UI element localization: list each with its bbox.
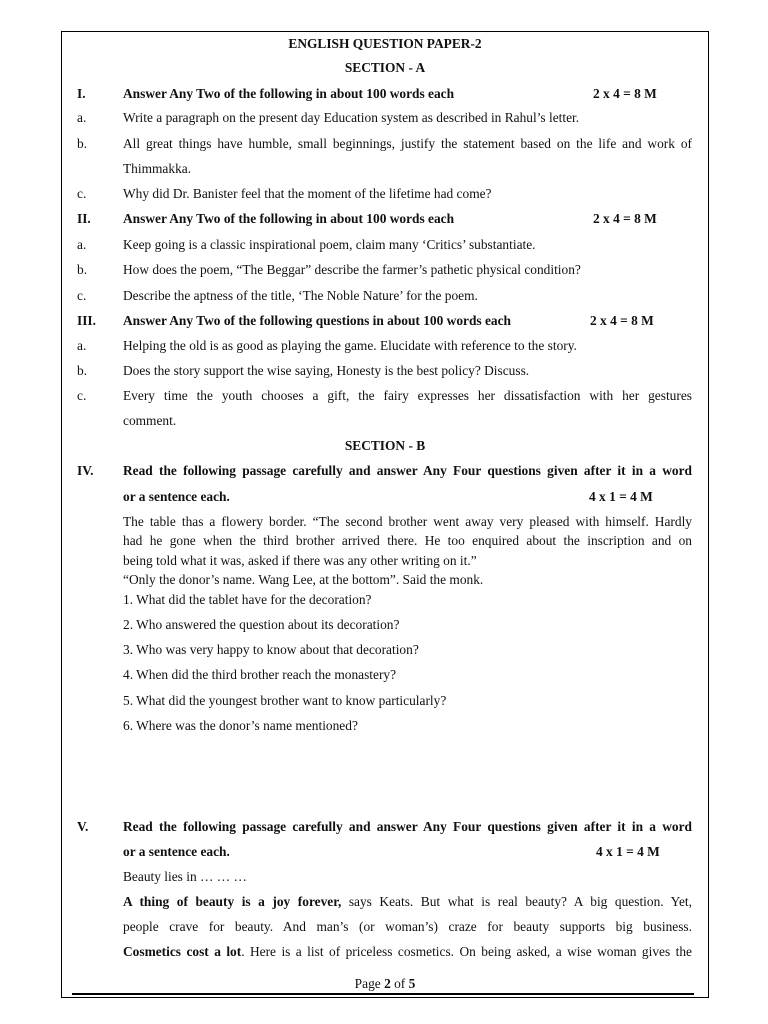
question-number: V. <box>77 819 89 834</box>
marks-label: 2 x 4 = 8 M <box>593 211 657 226</box>
question-heading: Read the following passage carefully and answer Any Four questions given after it in a word <box>123 819 692 834</box>
item-label: a. <box>77 237 87 252</box>
item-label: b. <box>77 136 88 151</box>
quote-emphasis: A thing of beauty is a joy forever, <box>123 894 342 909</box>
item-text: Describe the aptness of the title, ‘The Noble Nature’ for the poem. <box>123 288 478 303</box>
item-text: Every time the youth chooses a gift, the fairy expresses her dissatisfaction with her gestures <box>123 388 692 403</box>
question-number: II. <box>77 211 91 226</box>
passage-intro: Beauty lies in … … … <box>123 869 247 884</box>
passage-line: The table thas a flowery border. “The second brother went away very pleased with himself. Hardly <box>123 514 692 529</box>
item-text: All great things have humble, small beginnings, justify the statement based on the life and work of <box>123 136 692 151</box>
item-text: How does the poem, “The Beggar” describe the farmer’s pathetic physical condition? <box>123 262 581 277</box>
passage-text: . Here is a list of priceless cosmetics. On being asked, a wise woman gives the <box>241 944 692 959</box>
item-text: Keep going is a classic inspirational poem, claim many ‘Critics’ substantiate. <box>123 237 536 252</box>
footer-rule <box>72 993 694 995</box>
item-label: a. <box>77 338 87 353</box>
page-prefix: Page <box>354 976 385 991</box>
question-heading-continued: or a sentence each. <box>123 844 230 859</box>
marks-label: 2 x 4 = 8 M <box>590 313 654 328</box>
passage-line: had he gone when the third brother arrived there. He too enquired about the inscription and on <box>123 533 692 548</box>
item-text-continued: comment. <box>123 413 177 428</box>
passage-line: people crave for beauty. And man’s (or woman’s) craze for beauty supports big business. <box>123 919 692 934</box>
comprehension-question: 2. Who answered the question about its decoration? <box>123 617 400 632</box>
comprehension-question: 3. Who was very happy to know about that decoration? <box>123 642 419 657</box>
paper-title: ENGLISH QUESTION PAPER-2 <box>288 36 482 51</box>
marks-label: 2 x 4 = 8 M <box>593 86 657 101</box>
item-text-continued: Thimmakka. <box>123 161 192 176</box>
marks-label: 4 x 1 = 4 M <box>596 844 660 859</box>
question-number: IV. <box>77 463 94 478</box>
comprehension-question: 6. Where was the donor’s name mentioned? <box>123 718 358 733</box>
question-number: I. <box>77 86 86 101</box>
question-heading-continued: or a sentence each. <box>123 489 230 504</box>
item-label: c. <box>77 388 87 403</box>
item-label: b. <box>77 262 88 277</box>
passage-line: being told what it was, asked if there was any other writing on it.” <box>123 553 477 568</box>
passage-text: says Keats. But what is real beauty? A big question. Yet, <box>341 894 692 909</box>
comprehension-question: 4. When did the third brother reach the monastery? <box>123 667 397 682</box>
page-of: of <box>390 976 409 991</box>
question-heading: Read the following passage carefully and answer Any Four questions given after it in a word <box>123 463 692 478</box>
question-heading: Answer Any Two of the following in about 100 words each <box>123 211 455 226</box>
item-text: Why did Dr. Banister feel that the moment of the lifetime had come? <box>123 186 492 201</box>
item-label: c. <box>77 288 87 303</box>
item-text: Write a paragraph on the present day Education system as described in Rahul’s letter. <box>123 110 580 125</box>
item-text: Does the story support the wise saying, Honesty is the best policy? Discuss. <box>123 363 530 378</box>
question-number: III. <box>77 313 96 328</box>
section-a-heading: SECTION - A <box>344 60 426 75</box>
page-current: 2 <box>384 976 391 991</box>
item-label: a. <box>77 110 87 125</box>
page-total: 5 <box>408 976 416 991</box>
section-b-heading: SECTION - B <box>344 438 426 453</box>
page-number <box>61 976 709 992</box>
question-heading: Answer Any Two of the following in about 100 words each <box>123 86 455 101</box>
passage-line <box>123 944 692 960</box>
comprehension-question: 5. What did the youngest brother want to know particularly? <box>123 693 447 708</box>
comprehension-question: 1. What did the tablet have for the decoration? <box>123 592 372 607</box>
item-text: Helping the old is as good as playing the game. Elucidate with reference to the story. <box>123 338 577 353</box>
marks-label: 4 x 1 = 4 M <box>589 489 653 504</box>
item-label: c. <box>77 186 87 201</box>
passage-line: “Only the donor’s name. Wang Lee, at the bottom”. Said the monk. <box>123 572 484 587</box>
passage-line <box>123 894 692 910</box>
item-label: b. <box>77 363 88 378</box>
phrase-emphasis: Cosmetics cost a lot <box>123 944 242 959</box>
question-heading: Answer Any Two of the following questions in about 100 words each <box>123 313 512 328</box>
